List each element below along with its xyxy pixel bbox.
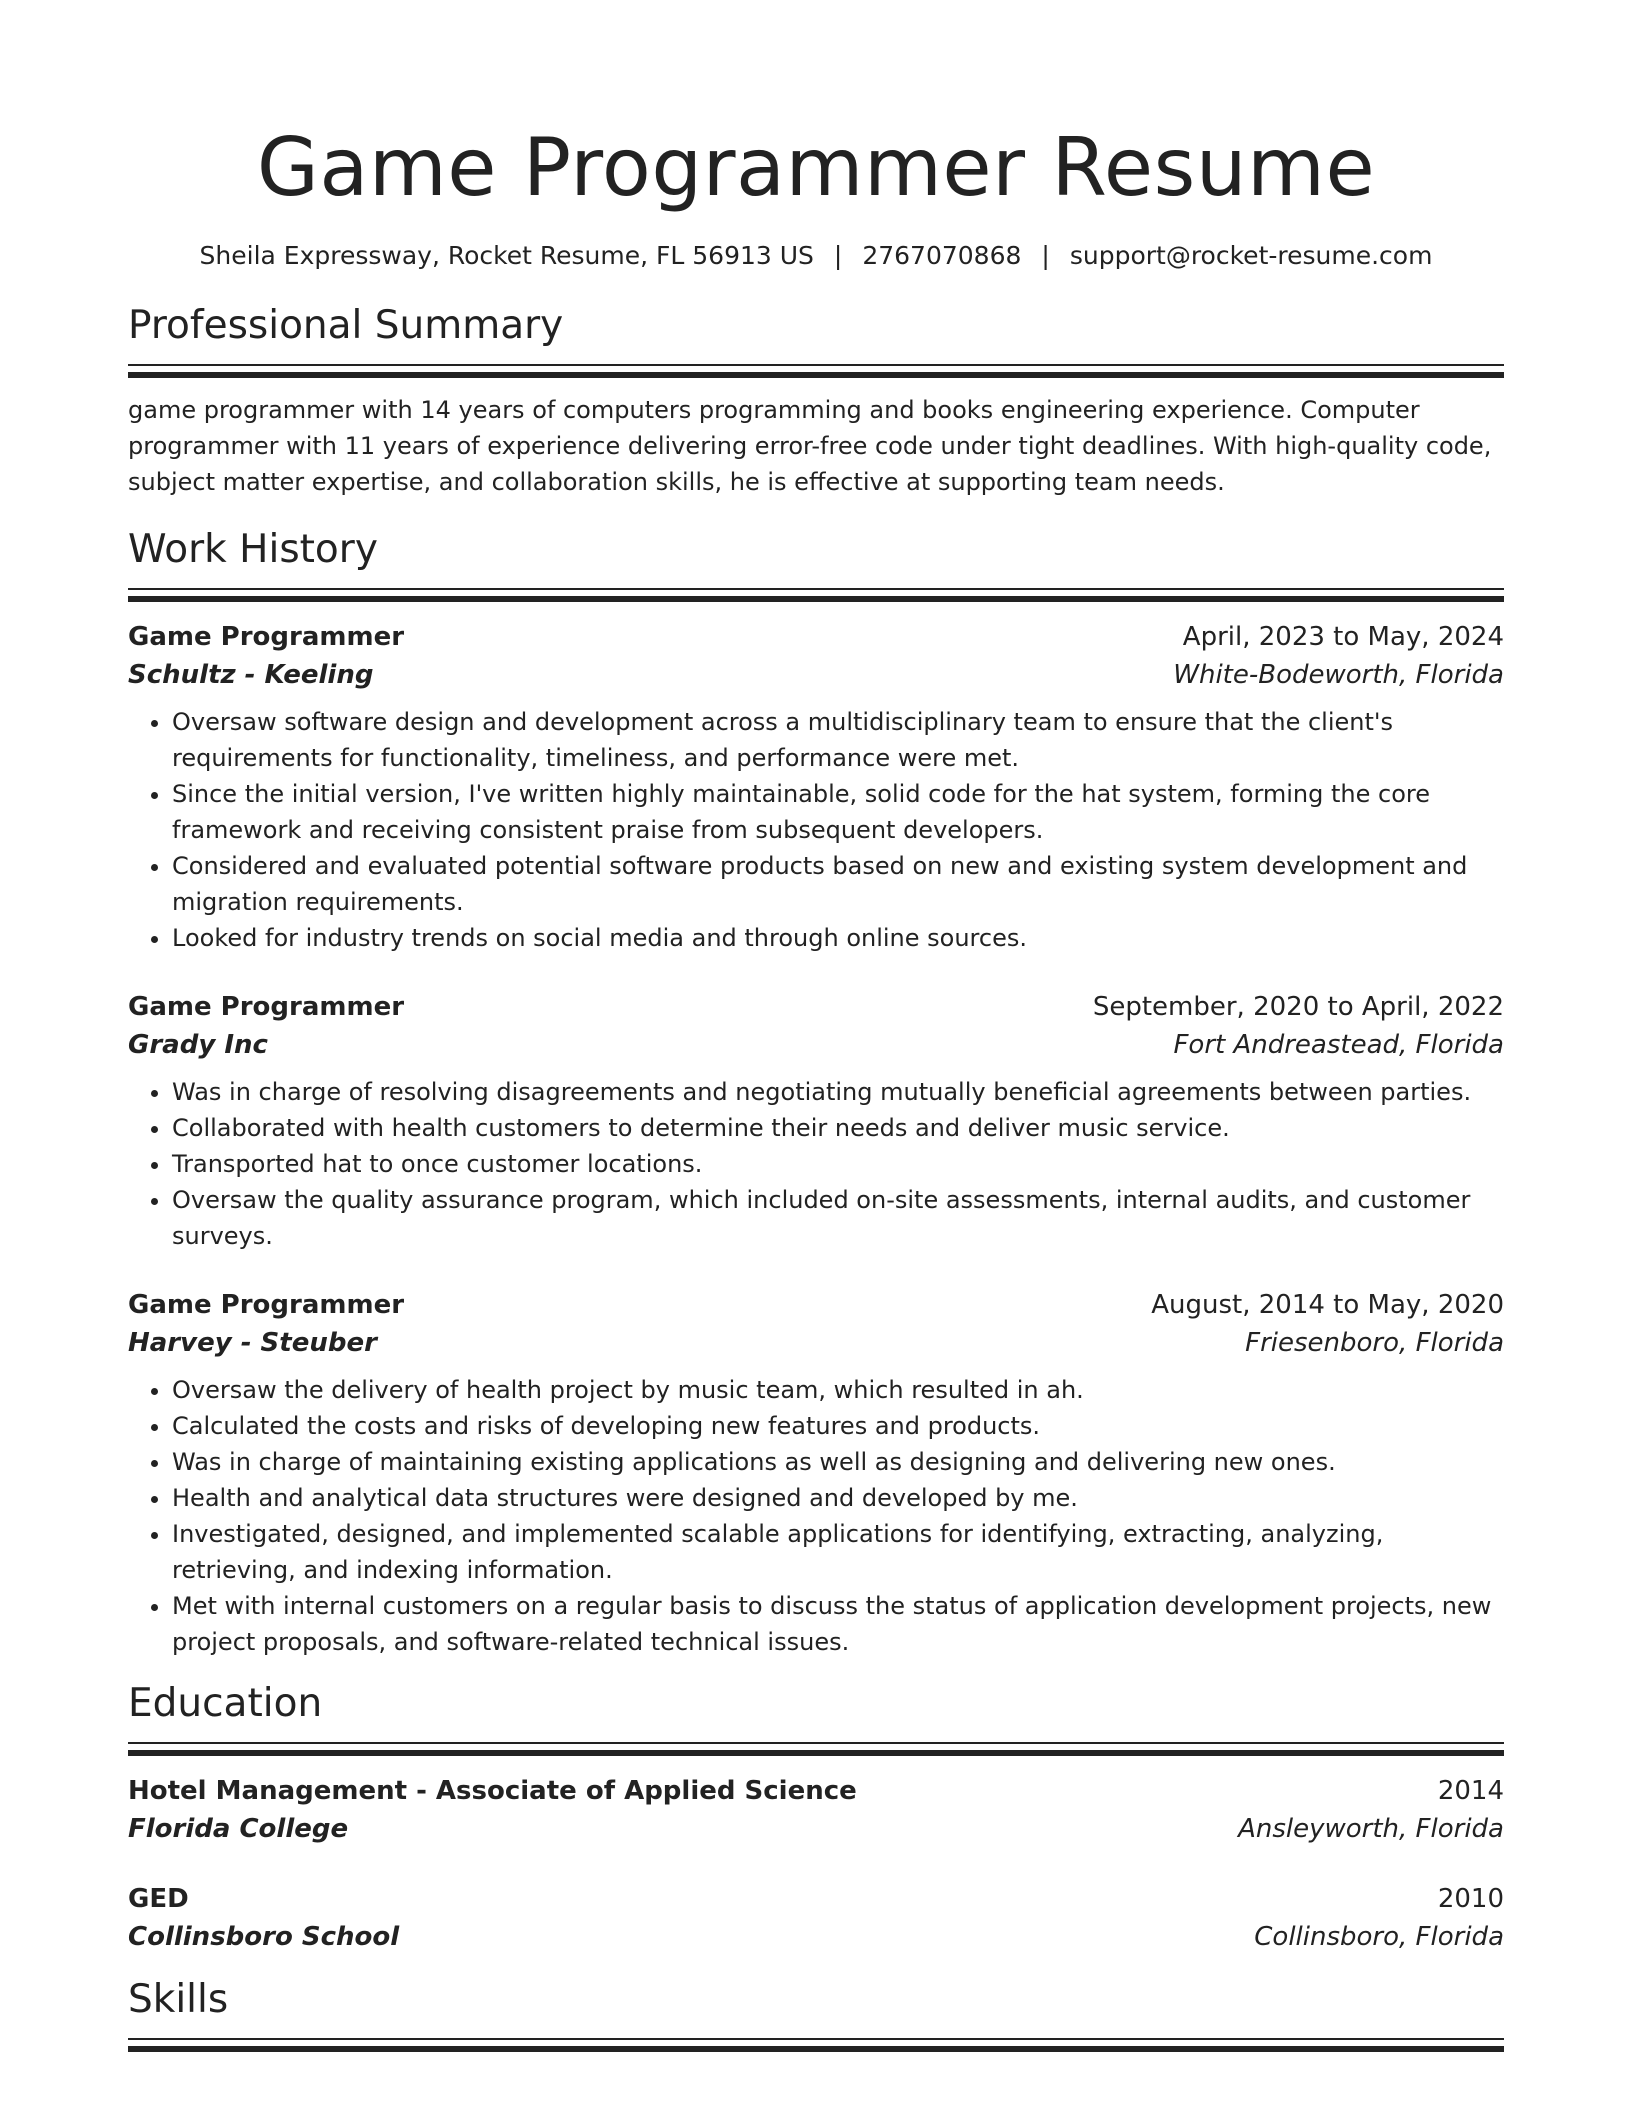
education-degree: GED [128, 1884, 189, 1914]
contact-phone: 2767070868 [862, 241, 1022, 270]
job-bullet: • Collaborated with health customers to determine their needs and deliver music service. [172, 1110, 1504, 1146]
education-school: Collinsboro School [128, 1922, 400, 1952]
contact-email: support@rocket-resume.com [1069, 241, 1433, 270]
section-divider [128, 1742, 1504, 1756]
job-bullet: • Since the initial version, I've written highly maintainable, solid code for the hat system, forming the core framework and receiving consistent praise from subsequent developers. [172, 776, 1504, 848]
section-divider [128, 588, 1504, 602]
resume-title: Game Programmer Resume [256, 121, 1376, 214]
job-entry [128, 1286, 1504, 1660]
job-company: Grady Inc [128, 1030, 268, 1060]
education-entry [128, 1880, 1504, 1956]
job-company: Schultz - Keeling [128, 660, 374, 690]
job-company: Harvey - Steuber [128, 1328, 377, 1358]
education-entry [128, 1772, 1504, 1848]
skills-heading: Skills [128, 1977, 229, 2022]
job-bullet: • Considered and evaluated potential software products based on new and existing system development and migration requirements. [172, 848, 1504, 920]
job-location: Fort Andreastead, Florida [1173, 1030, 1504, 1060]
job-location: White-Bodeworth, Florida [1173, 660, 1504, 690]
education-degree: Hotel Management - Associate of Applied Science [128, 1776, 857, 1806]
job-entry [128, 618, 1504, 956]
job-bullets [128, 1074, 1504, 1254]
summary-text: game programmer with 14 years of computers programming and books engineering experience. Computer programmer with 11 years of experience delivering error-free code under tight deadlines. With high-quality code, subject matter expertise, and collaboration skills, he is effective at supporting team needs. [128, 396, 1492, 496]
contact-separator: | [833, 241, 843, 270]
education-location: Ansleyworth, Florida [1238, 1814, 1504, 1844]
job-title: Game Programmer [128, 992, 405, 1022]
job-location: Friesenboro, Florida [1245, 1328, 1504, 1358]
skills-section [128, 1976, 1504, 2052]
job-bullet: • Transported hat to once customer locations. [172, 1146, 1504, 1182]
summary-section [128, 302, 1504, 500]
job-bullet: • Was in charge of maintaining existing applications as well as designing and delivering new ones. [172, 1444, 1504, 1480]
job-bullets [128, 704, 1504, 956]
resume-page [128, 0, 1504, 2052]
job-title: Game Programmer [128, 622, 405, 652]
job-bullet: • Oversaw software design and development across a multidisciplinary team to ensure that the client's requirements for functionality, timeliness, and performance were met. [172, 704, 1504, 776]
contact-address: Sheila Expressway, Rocket Resume, FL 56913 US [199, 241, 814, 270]
job-bullet: • Oversaw the delivery of health project by music team, which resulted in ah. [172, 1372, 1504, 1408]
work-history-heading: Work History [128, 527, 378, 572]
job-dates: August, 2014 to May, 2020 [1151, 1290, 1504, 1320]
job-dates: September, 2020 to April, 2022 [1092, 992, 1504, 1022]
education-year: 2014 [1437, 1776, 1504, 1806]
job-bullet: • Met with internal customers on a regular basis to discuss the status of application development projects, new project proposals, and software-related technical issues. [172, 1588, 1504, 1660]
job-bullet: • Health and analytical data structures were designed and developed by me. [172, 1480, 1504, 1516]
job-bullet: • Calculated the costs and risks of developing new features and products. [172, 1408, 1504, 1444]
education-heading: Education [128, 1681, 323, 1726]
job-bullet: • Was in charge of resolving disagreements and negotiating mutually beneficial agreements between parties. [172, 1074, 1504, 1110]
contact-separator: | [1041, 241, 1050, 270]
education-year: 2010 [1437, 1884, 1504, 1914]
job-bullet: • Investigated, designed, and implemented scalable applications for identifying, extracting, analyzing, retrieving, and indexing information. [172, 1516, 1504, 1588]
section-divider [128, 2038, 1504, 2052]
work-history-section [128, 526, 1504, 1660]
job-bullet: • Oversaw the quality assurance program, which included on-site assessments, internal audits, and customer surveys. [172, 1182, 1504, 1254]
job-bullets [128, 1372, 1504, 1660]
education-school: Florida College [128, 1814, 349, 1844]
summary-heading: Professional Summary [128, 303, 564, 348]
education-section [128, 1680, 1504, 1956]
job-bullet: • Looked for industry trends on social media and through online sources. [172, 920, 1504, 956]
job-dates: April, 2023 to May, 2024 [1182, 622, 1504, 652]
education-location: Collinsboro, Florida [1254, 1922, 1504, 1952]
job-entry [128, 988, 1504, 1254]
contact-line [128, 240, 1504, 272]
job-title: Game Programmer [128, 1290, 405, 1320]
section-divider [128, 364, 1504, 378]
